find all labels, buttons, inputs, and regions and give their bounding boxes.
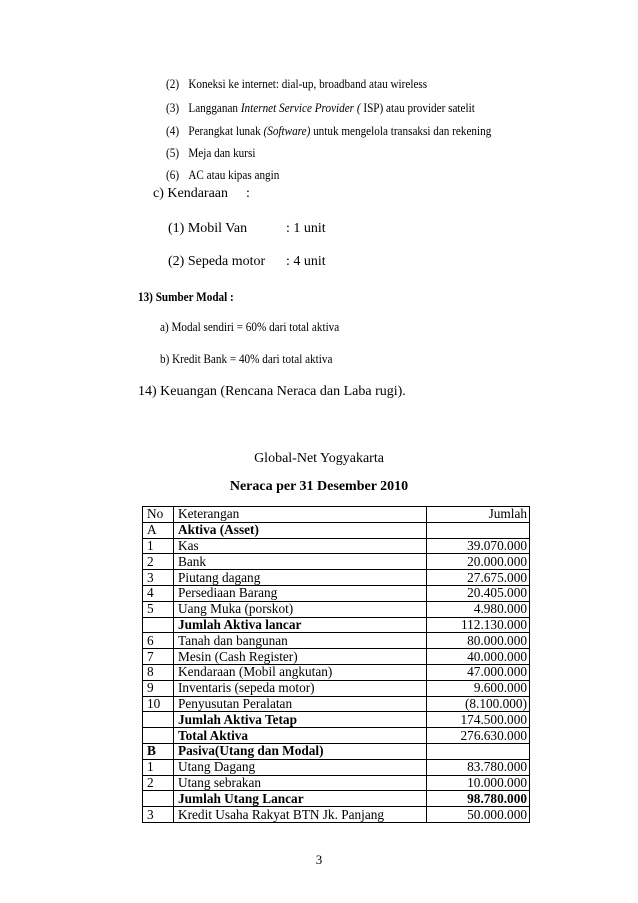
cell-no (143, 791, 174, 807)
cell-keterangan: Jumlah Utang Lancar (174, 791, 427, 807)
table-row (143, 664, 530, 680)
kredit-bank-line: b) Kredit Bank = 40% dari total aktiva (160, 351, 333, 366)
cell-keterangan: Mesin (Cash Register) (174, 649, 427, 665)
cell-no: 4 (143, 585, 174, 601)
cell-no: B (143, 743, 174, 759)
cell-jumlah: 10.000.000 (427, 775, 530, 791)
cell-jumlah: 80.000.000 (427, 633, 530, 649)
cell-keterangan: Penyusutan Peralatan (174, 696, 427, 712)
cell-jumlah: 20.000.000 (427, 554, 530, 570)
table-row (143, 807, 530, 823)
table-row (143, 585, 530, 601)
cell-keterangan: Pasiva(Utang dan Modal) (174, 743, 427, 759)
cell-no (143, 728, 174, 744)
table-row (143, 775, 530, 791)
cell-keterangan: Inventaris (sepeda motor) (174, 680, 427, 696)
cell-jumlah: 40.000.000 (427, 649, 530, 665)
cell-keterangan: Persediaan Barang (174, 585, 427, 601)
list-item-3: (3) Langganan Internet Service Provider ( ISP) atau provider satelit (166, 100, 475, 115)
cell-no: 1 (143, 759, 174, 775)
cell-keterangan: Jumlah Aktiva lancar (174, 617, 427, 633)
cell-jumlah: 174.500.000 (427, 712, 530, 728)
cell-keterangan: Total Aktiva (174, 728, 427, 744)
list-item-5: (5) Meja dan kursi (166, 145, 256, 160)
cell-no (143, 617, 174, 633)
cell-no: 2 (143, 775, 174, 791)
cell-keterangan: Aktiva (Asset) (174, 522, 427, 538)
cell-jumlah (427, 522, 530, 538)
table-row (143, 570, 530, 586)
table-row (143, 554, 530, 570)
table-body (143, 522, 530, 822)
table-row (143, 649, 530, 665)
table-row (143, 712, 530, 728)
list-item-2: (2) Koneksi ke internet: dial-up, broadband atau wireless (166, 76, 428, 91)
cell-jumlah: 39.070.000 (427, 538, 530, 554)
cell-keterangan: Tanah dan bangunan (174, 633, 427, 649)
cell-keterangan: Kas (174, 538, 427, 554)
table-row (143, 791, 530, 807)
header-jumlah: Jumlah (427, 507, 530, 523)
cell-jumlah: 4.980.000 (427, 601, 530, 617)
table-row (143, 696, 530, 712)
cell-jumlah (427, 743, 530, 759)
keuangan-heading: 14) Keuangan (Rencana Neraca dan Laba rugi). (138, 384, 406, 399)
cell-jumlah: 50.000.000 (427, 807, 530, 823)
cell-no: 2 (143, 554, 174, 570)
kendaraan-value: : 4 unit (286, 254, 326, 269)
kendaraan-value: : 1 unit (286, 221, 326, 236)
balance-sheet-table (142, 506, 530, 823)
cell-no: 9 (143, 680, 174, 696)
cell-jumlah: (8.100.000) (427, 696, 530, 712)
list-item-4: (4) Perangkat lunak (Software) untuk mengelola transaksi dan rekening (166, 123, 492, 138)
cell-keterangan: Utang Dagang (174, 759, 427, 775)
table-header-row (143, 507, 530, 523)
cell-no (143, 712, 174, 728)
header-keterangan: Keterangan (174, 507, 427, 523)
cell-jumlah: 83.780.000 (427, 759, 530, 775)
cell-no: 8 (143, 664, 174, 680)
cell-keterangan: Kredit Usaha Rakyat BTN Jk. Panjang (174, 807, 427, 823)
cell-no: 5 (143, 601, 174, 617)
cell-jumlah: 276.630.000 (427, 728, 530, 744)
cell-keterangan: Utang sebrakan (174, 775, 427, 791)
kendaraan-heading: c) Kendaraan : (153, 186, 250, 201)
cell-no: A (143, 522, 174, 538)
table-row (143, 522, 530, 538)
table-row (143, 538, 530, 554)
cell-no: 7 (143, 649, 174, 665)
report-title: Neraca per 31 Desember 2010 (229, 479, 409, 494)
cell-jumlah: 9.600.000 (427, 680, 530, 696)
cell-jumlah: 20.405.000 (427, 585, 530, 601)
table-row (143, 633, 530, 649)
cell-jumlah: 47.000.000 (427, 664, 530, 680)
cell-no: 1 (143, 538, 174, 554)
table-row (143, 728, 530, 744)
cell-no: 10 (143, 696, 174, 712)
table-row (143, 680, 530, 696)
header-no: No (143, 507, 174, 523)
kendaraan-item: (2) Sepeda motor (168, 254, 266, 269)
cell-jumlah: 98.780.000 (427, 791, 530, 807)
list-item-6: (6) AC atau kipas angin (166, 167, 280, 182)
page-number: 3 (315, 852, 323, 867)
table-row (143, 601, 530, 617)
cell-keterangan: Piutang dagang (174, 570, 427, 586)
cell-no: 6 (143, 633, 174, 649)
table-row (143, 759, 530, 775)
cell-no: 3 (143, 570, 174, 586)
table-row (143, 617, 530, 633)
company-name: Global-Net Yogyakarta (254, 451, 384, 466)
cell-jumlah: 112.130.000 (427, 617, 530, 633)
modal-sendiri-line: a) Modal sendiri = 60% dari total aktiva (160, 319, 340, 334)
kendaraan-item: (1) Mobil Van (168, 221, 248, 236)
cell-jumlah: 27.675.000 (427, 570, 530, 586)
cell-keterangan: Uang Muka (porskot) (174, 601, 427, 617)
cell-keterangan: Kendaraan (Mobil angkutan) (174, 664, 427, 680)
cell-keterangan: Jumlah Aktiva Tetap (174, 712, 427, 728)
cell-no: 3 (143, 807, 174, 823)
cell-keterangan: Bank (174, 554, 427, 570)
sumber-modal-heading: 13) Sumber Modal : (138, 289, 234, 304)
table-row (143, 743, 530, 759)
